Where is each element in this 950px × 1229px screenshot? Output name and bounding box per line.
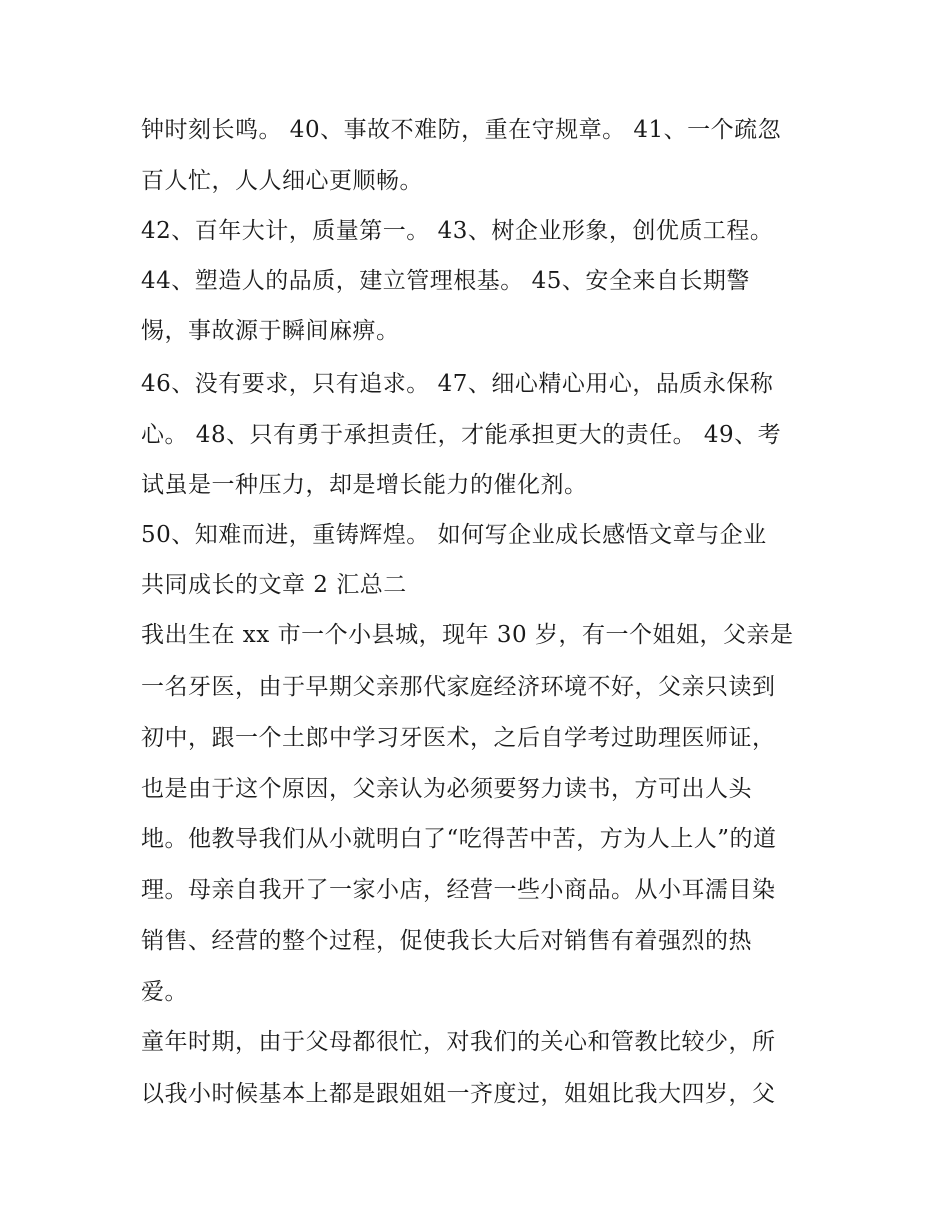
text-line: 50、知难而进，重铸辉煌。 如何写企业成长感悟文章与企业 — [141, 522, 767, 548]
text-line: 心。 48、只有勇于承担责任，才能承担更大的责任。 49、考 — [141, 422, 782, 448]
text-line: 以我小时候基本上都是跟姐姐一齐度过，姐姐比我大四岁，父 — [141, 1081, 776, 1107]
text-line: 46、没有要求，只有追求。 47、细心精心用心，品质永保称 — [141, 371, 774, 397]
text-line: 钟时刻长鸣。 40、事故不难防，重在守规章。 41、一个疏忽 — [141, 117, 782, 143]
text-line: 44、塑造人的品质，建立管理根基。 45、安全来自长期警 — [141, 268, 750, 294]
text-line: 初中，跟一个土郎中学习牙医术，之后自学考过助理医师证， — [141, 725, 776, 751]
text-line: 爱。 — [141, 979, 188, 1005]
text-line: 一名牙医，由于早期父亲那代家庭经济环境不好，父亲只读到 — [141, 674, 776, 700]
text-line: 销售、经营的整个过程，促使我长大后对销售有着强烈的热 — [141, 928, 752, 954]
text-line: 42、百年大计，质量第一。 43、树企业形象，创优质工程。 — [141, 218, 774, 244]
text-line: 试虽是一种压力，却是增长能力的催化剂。 — [141, 472, 588, 498]
text-line: 惕，事故源于瞬间麻痹。 — [141, 318, 400, 344]
text-line: 也是由于这个原因，父亲认为必须要努力读书，方可出人头 — [141, 776, 752, 802]
text-line: 理。母亲自我开了一家小店，经营一些小商品。从小耳濡目染 — [141, 877, 776, 903]
text-line: 我出生在 xx 市一个小县城，现年 30 岁，有一个姐姐，父亲是 — [141, 622, 794, 648]
text-line: 共同成长的文章 2 汇总二 — [141, 572, 407, 598]
text-line: 百人忙，人人细心更顺畅。 — [141, 168, 423, 194]
text-line: 童年时期，由于父母都很忙，对我们的关心和管教比较少，所 — [141, 1029, 776, 1055]
text-line: 地。他教导我们从小就明白了“吃得苦中苦，方为人上人”的道 — [141, 826, 777, 852]
